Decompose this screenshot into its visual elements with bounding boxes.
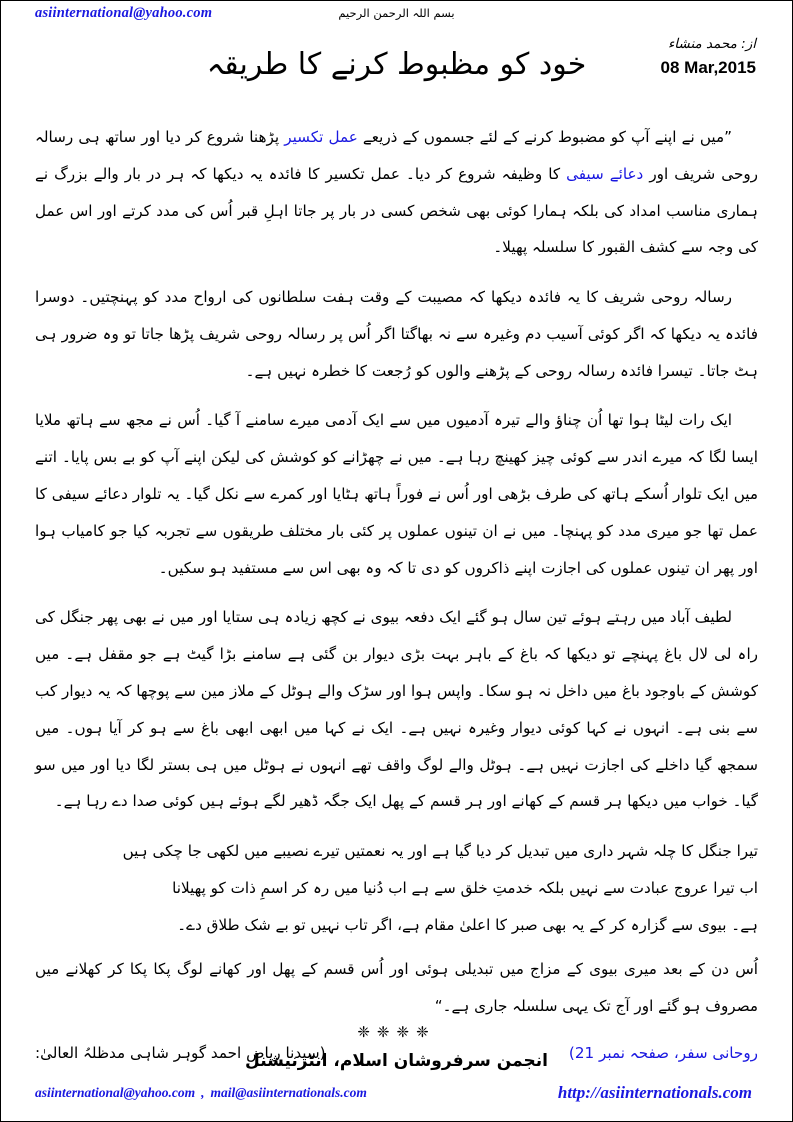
- footer-website-link[interactable]: http://asiinternationals.com: [557, 1083, 752, 1102]
- page-footer: [1, 1025, 792, 1109]
- paragraph-2: رسالہ روحی شریف کا یہ فائدہ دیکھا کہ مصیبت کے وقت ہفت سلطانوں کی ارواح مدد کو پہنچتیں۔ دوسرا فائدہ یہ دیکھا کہ اگر کوئی آسیب دم وغیرہ سے نہ بھاگتا اگر اُس پر رسالہ روحی شریف پڑھا جاتا تو وہ ضرور ہی ہٹ جاتا۔ تیسرا فائدہ رسالہ روحی کے پڑھنے والوں کو رُجعت کا خطرہ نہیں ہے۔: [35, 288, 758, 380]
- footer-email-primary[interactable]: asiinternational@yahoo.com: [35, 1085, 196, 1100]
- quote-line-3: ہے۔ بیوی سے گزارہ کر کے یہ بھی صبر کا اعلیٰ مقام ہے، اگر تاب نہیں تو بے شک طلاق دے۔: [177, 915, 758, 934]
- publication-date: 08 Mar,2015: [660, 57, 756, 77]
- highlight-amal-taksir: عمل تکسیر: [284, 128, 358, 146]
- paragraph-1-segment-c: کا وظیفہ شروع کر دیا۔ عمل تکسیر کا فائدہ یہ دیکھا کہ ہر در بار والے بزرگ نے ہماری مناسب امداد کی بلکہ ہمارا کوئی بھی شخص کسی در بار پر جاتا اہلِ قبر اُس کی مدد کرتے اور اس عمل کی وجہ سے کشف القبور کا سلسلہ پھیلا۔: [35, 164, 758, 257]
- highlight-dua-e-saifi: دعائے سیفی: [566, 164, 644, 183]
- quote-line-2: اب تیرا عروج عبادت سے نہیں بلکہ خدمتِ خلق سے ہے اب دُنیا میں رہ کر اسمِ ذات کو پھیلانا: [172, 878, 758, 897]
- citation-author: (سیدنا ریاض احمد گوہر شاہی مدظلہُ العالیٰ:: [35, 1043, 326, 1062]
- paragraph-1: [35, 119, 758, 266]
- page-header: [1, 1, 792, 105]
- paragraph-5: اُس دن کے بعد میری بیوی کے مزاج میں تبدیلی ہوئی اور اُس قسم کے پھل اور کھانے لوگ پکا پکا کر کھلانے میں مصروف ہو گئے اور آج تک یہی سلسلہ جاری ہے۔“: [35, 960, 758, 1016]
- paragraph-3: ایک رات لیٹا ہوا تھا اُن چناؤ والے تیرہ آدمیوں میں سے ایک آدمی میرے سامنے آ گیا۔ اُس نے مجھ سے ہاتھ ملایا ایسا لگا کہ میرے اندر سے کوئی چیز کھینچ رہا ہے۔ میں نے چھڑانے کو کوشش کی لیکن اپنے آپ کو بے بس پایا۔ اتنے میں ایک تلوار اُسکے ہاتھ کی طرف بڑھی اور اُس نے فوراً ہاتھ ہٹایا اور کمرے سے نکل گیا۔ یہ تلوار دعائے سیفی کا عمل تھا جو میری مدد کو پہنچا۔ میں نے ان تینوں عملوں پر کئی بار مختلف طریقوں سے تجربہ کیا جو کامیاب ہوا اور پھر ان تینوں عملوں کی اجازت اپنے ذاکروں کو دی تا کہ وہ بھی اس سے مستفید ہو سکیں۔: [35, 411, 758, 577]
- star-ornament-icon: ❈: [396, 1023, 417, 1041]
- footer-email-separator: ,: [201, 1085, 205, 1100]
- paragraph-4: لطیف آباد میں رہتے ہوئے تین سال ہو گئے ایک دفعہ بیوی نے کچھ زیادہ ہی ستایا اور میں نے بھی پھر جنگل کی راہ لی لال باغ پہنچے تو دیکھا کہ باغ کے باہر بہت بڑی دیوار بن گئی ہے سامنے بڑا گیٹ ہے جو مقفل ہے۔ میں کوشش کے باوجود باغ میں داخل نہ ہو سکا۔ واپس ہوا اور سڑک والے ہوٹل کے ملاز مین سے پوچھا کہ یہ دیوار کب سے بنی ہے۔ انہوں نے کہا کوئی دیوار وغیرہ نہیں ہے۔ ایک نے کہا میں ابھی ابھی باغ سے ہو کر آیا ہوں۔ میں سمجھ گیا داخلے کی اجازت نہیں ہے۔ ہوٹل والے لوگ واقف تھے انہوں نے ہوٹل میں ہی بستر لگا دیا اور میں سو گیا۔ خواب میں دیکھا ہر قسم کے کھانے اور ہر قسم کے پھل ایک جگہ ڈھیر لگے ہوئے ہیں کوئی صدا دے رہا ہے۔: [35, 608, 758, 811]
- star-ornament-icon: ❈: [416, 1023, 436, 1041]
- star-ornament-icon: ❈: [376, 1023, 397, 1041]
- revelation-quote-block: [35, 833, 758, 943]
- article-body: [1, 105, 792, 1070]
- quote-line-1: تیرا جنگل کا چلہ شہر داری میں تبدیل کر دیا گیا ہے اور یہ نعمتیں تیرے نصیبے میں لکھی جا چکی ہیں: [122, 842, 758, 861]
- paragraph-1-segment-a: ”میں نے اپنے آپ کو مضبوط کرنے کے لئے جسموں کے ذریعے: [357, 128, 732, 146]
- footer-contact-row: [1, 1085, 792, 1109]
- page-title: خود کو مظبوط کرنے کا طریقہ: [206, 47, 587, 82]
- ornament-row: [1, 1025, 792, 1040]
- star-ornament-icon: ❈: [357, 1023, 377, 1041]
- bismillah-text: بسم اللہ الرحمن الرحیم: [338, 6, 455, 20]
- organization-name: انجمن سرفروشان اسلام، انٹرنیشنل: [245, 1051, 548, 1071]
- citation-source: روحانی سفر، صفحہ نمبر 21): [568, 1043, 758, 1062]
- header-email-link[interactable]: asiinternational@yahoo.com: [35, 5, 213, 21]
- footer-email-secondary[interactable]: mail@asiinternationals.com: [210, 1085, 367, 1100]
- footer-email-group: [35, 1085, 367, 1101]
- paragraph-1-segment-b: پڑھنا شروع کر دیا اور ساتھ ہی رسالہ روحی شریف اور: [35, 128, 759, 183]
- author-label: از: محمد منشاء: [667, 36, 756, 52]
